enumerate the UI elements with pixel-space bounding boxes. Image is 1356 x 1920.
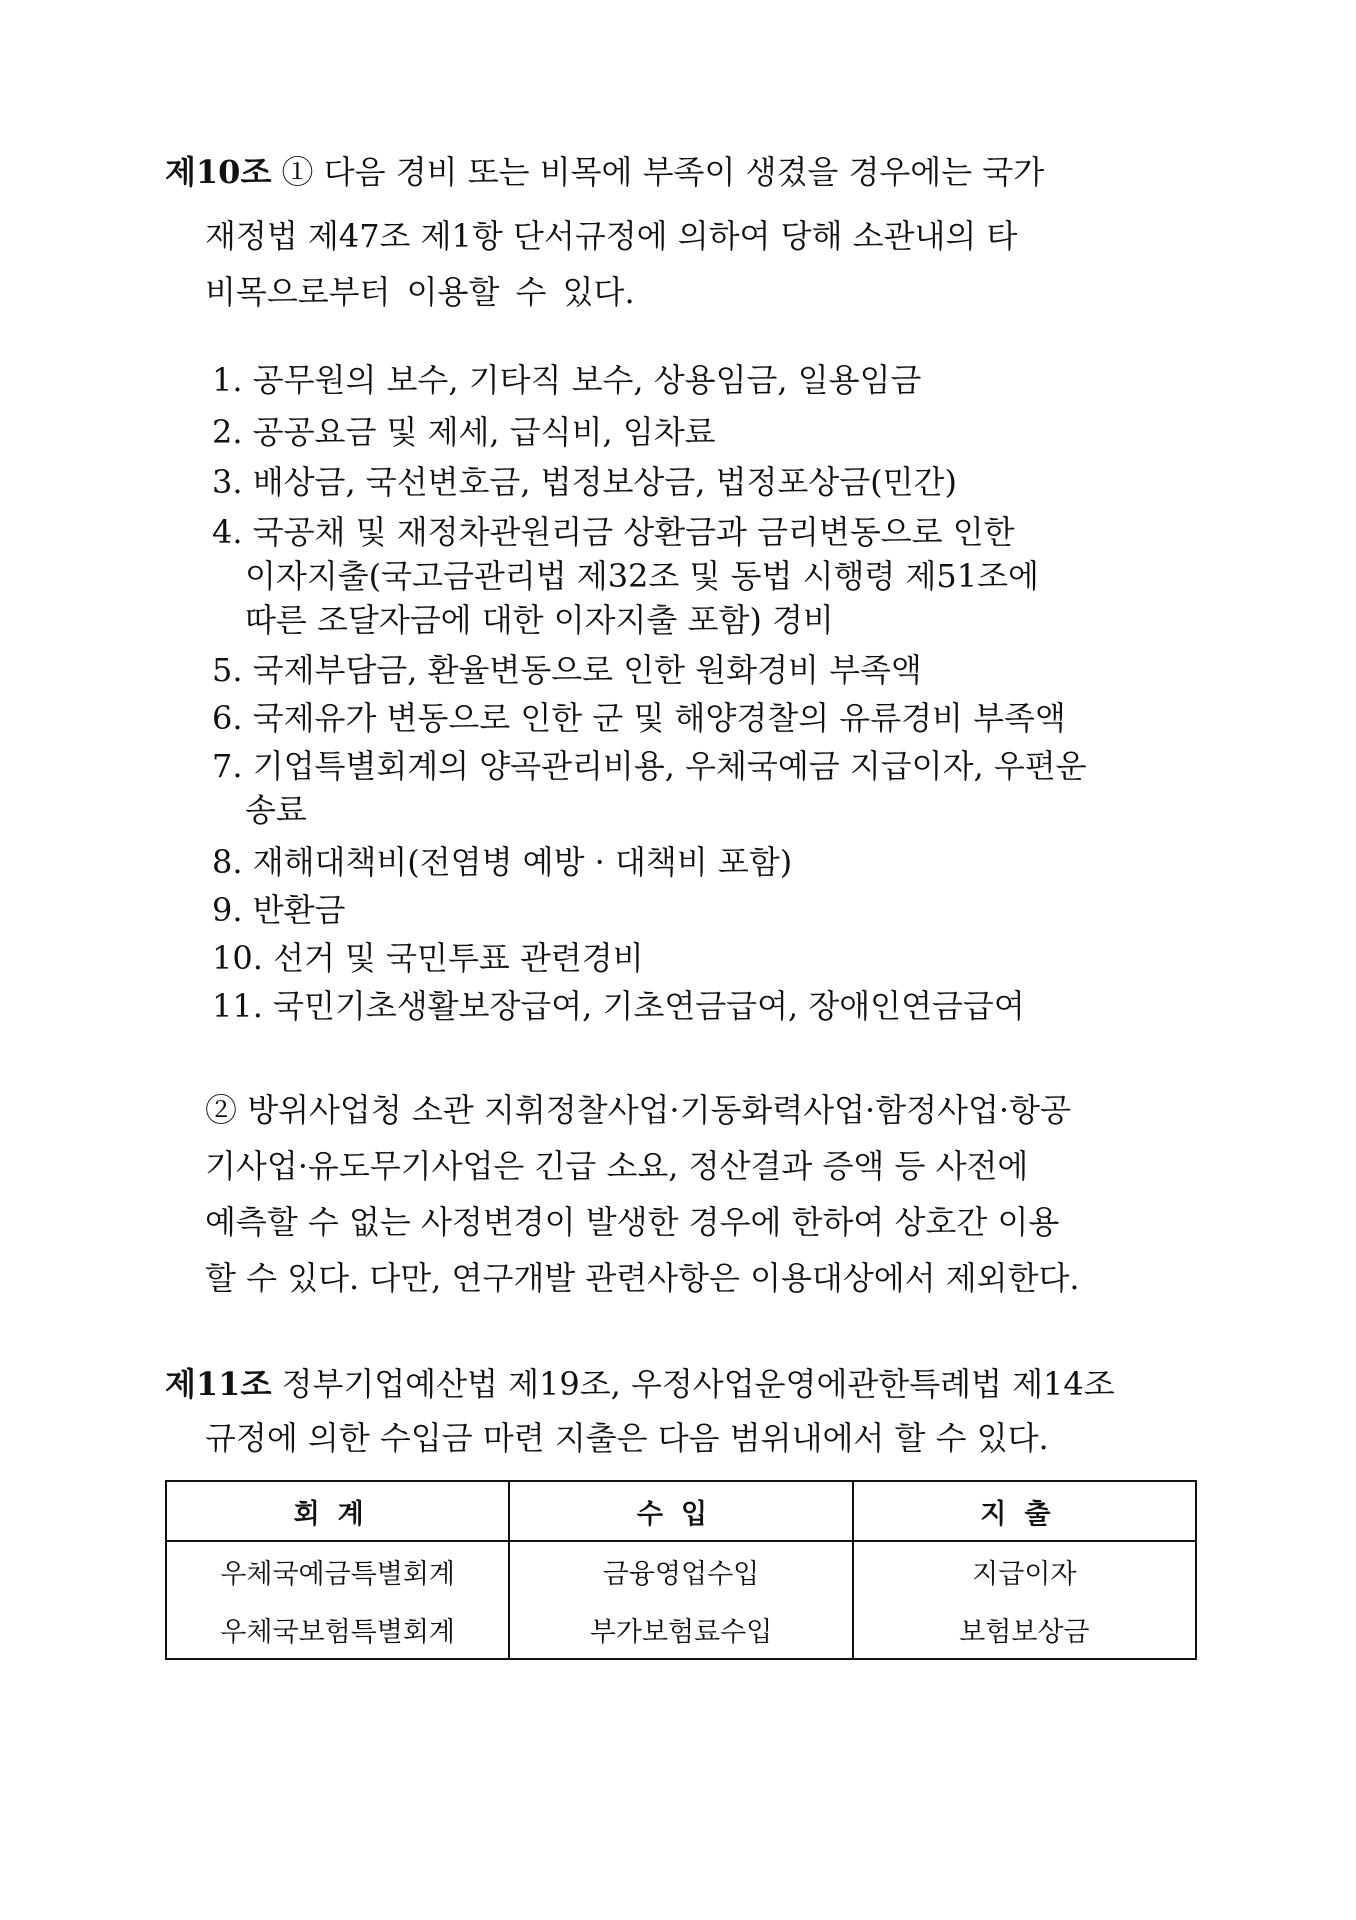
list-item-7 [0,746,1356,786]
word: 범위내에서 [729,1419,885,1457]
article10-para1-line1 [165,152,1197,192]
list-item-continuation: 송료 [245,791,307,829]
article10-heading: 제10조 [165,153,272,191]
article11-line2 [205,1418,1197,1458]
word: 또는 [467,153,530,191]
table-cell: 우체국예금특별회계 [166,1541,509,1600]
word: 연구개발 [451,1259,576,1297]
word: 6. [212,699,243,737]
word: 소관내의 [852,217,977,255]
word: 수 [935,1419,967,1457]
article11-line1 [165,1364,1197,1404]
list-item-4-cont-1 [0,556,1356,596]
word: 소요, [606,1147,679,1185]
list-item-text: 3. 배상금, 국선변호금, 법정보상금, 법정포상금(민간) [212,463,957,501]
word: 비목에 [539,153,633,191]
article10-para2-line4 [0,1258,1356,1298]
list-item-3 [0,462,1356,502]
list-item-text: 1. 공무원의 보수, 기타직 보수, 상용임금, 일용임금 [212,361,922,399]
word: 제47조 [307,217,411,255]
list-item-6 [0,698,1356,738]
word: 부족이 [642,153,736,191]
table-cell: 부가보험료수입 [509,1600,852,1659]
word: 제19조, [508,1365,621,1403]
word: 상환금과 [623,513,747,551]
list-item-text: 8. 재해대책비(전염병 예방 · 대책비 포함) [212,843,793,881]
word: 유류경비 [839,699,963,737]
list-item-text: 10. 선거 및 국민투표 관련경비 [212,939,644,977]
word: 및 [633,699,665,737]
article11-line-2 [0,1418,1356,1458]
word: 재정차관원리금 [396,513,614,551]
list-item-text: 5. 국제부담금, 환율변동으로 인한 원화경비 부족액 [212,651,922,689]
article10-para2-line1 [0,1090,1356,1130]
word: 경비 [395,153,458,191]
article10-para1-line3: 비목으로부터 이용할 수 있다. [205,273,635,311]
word: 인한 [520,699,583,737]
article11-line-1 [0,1364,1356,1404]
justified-line [205,1090,1197,1130]
word: 정산결과 [688,1147,813,1185]
word: 방위사업청 [247,1091,402,1129]
word: 정부기업예산법 [281,1365,498,1403]
word: 사정변경이 [421,1203,576,1241]
word: 등 [894,1147,926,1185]
word: 다음 [323,153,386,191]
word: 이용대상에서 [750,1259,936,1297]
revenue-expenditure-table [165,1480,1197,1660]
table-cell: 금융영업수입 [509,1541,852,1600]
list-item-4 [0,512,1356,552]
list-item-continuation [245,556,1197,596]
word: 할 [894,1419,926,1457]
word: 국가 [982,153,1045,191]
word: 금리변동으로 [757,513,943,551]
word: 이용 [997,1203,1060,1241]
word: 있다. [287,1259,360,1297]
word: 수 [307,1203,339,1241]
table-cell: 지급이자 [853,1541,1196,1600]
word: 생겼을 [745,153,839,191]
word: 및 [689,557,721,595]
word: 지출은 [554,1419,648,1457]
column-header-revenue: 수입 [509,1481,852,1541]
word: 제32조 [576,557,680,595]
word: 국공채 [252,513,346,551]
word: 우편운 [993,747,1087,785]
word: 당해 [780,217,843,255]
word: 있다. [976,1419,1049,1457]
word: 이자지출(국고금관리법 [245,557,567,595]
word: ② [205,1091,238,1129]
word: 4. [212,513,243,551]
list-item-4-cont-2 [0,600,1356,640]
word: 발생한 [585,1203,679,1241]
list-item-7-cont [0,790,1356,830]
word: 관련사항은 [585,1259,740,1297]
word: 변동으로 [386,699,511,737]
article10-line-1 [0,152,1356,192]
list-item-8 [0,842,1356,882]
table-row [166,1541,1196,1600]
article10-line-3 [0,272,1356,312]
list-item-text [212,512,1197,552]
word: 의한 [307,1419,370,1457]
justified-line [205,1258,1197,1298]
article10-line-2 [0,216,1356,256]
word: 단서규정에 [513,217,668,255]
word: 마련 [482,1419,545,1457]
word: 우체국예금 [685,747,840,785]
word: 제외한다. [945,1259,1080,1297]
article10-para2-line2 [0,1146,1356,1186]
justified-line [205,1146,1197,1186]
list-item-continuation: 따른 조달자금에 대한 이자지출 포함) 경비 [245,601,834,639]
word: 한하여 [791,1203,885,1241]
word: 의하여 [677,217,771,255]
word: 규정에 [205,1419,298,1457]
article10-para1-line2 [205,216,1197,256]
word: 시행령 [802,557,896,595]
column-header-expenditure: 지출 [853,1481,1196,1541]
list-item-5 [0,650,1356,690]
word: 소관 [411,1091,474,1129]
list-item-11 [0,986,1356,1026]
word: 양곡관리비용, [479,747,675,785]
word: 예측할 [205,1203,298,1241]
table-cell: 보험보상금 [853,1600,1196,1659]
word: 타 [986,217,1018,255]
word: 없는 [349,1203,411,1241]
word: 및 [355,513,387,551]
column-header-account: 회계 [166,1481,509,1541]
word: 제1항 [420,217,503,255]
list-item-1 [0,360,1356,400]
article10-para2-line3 [0,1202,1356,1242]
word: 다음 [657,1419,720,1457]
list-item-text: 9. 반환금 [212,891,346,929]
word: 우정사업운영에관한특례법 [630,1365,1002,1403]
justified-line [205,1202,1197,1242]
word: 제51조에 [905,557,1039,595]
word: 수 [246,1259,278,1297]
word: 지휘정찰사업·기동화력사업·함정사업·항공 [483,1091,1071,1129]
word: 인한 [952,513,1015,551]
word: 동법 [730,557,793,595]
table-row [166,1600,1196,1659]
word: 7. [212,747,243,785]
word: 군 [592,699,624,737]
word: 다만, [369,1259,442,1297]
list-item-text [212,698,1197,738]
word: 증액 [822,1147,885,1185]
word: ① [281,153,314,191]
word: 제14조 [1012,1365,1115,1403]
table-header-row [166,1481,1196,1541]
word: 해양경찰의 [674,699,830,737]
word: 기업특별회계의 [252,747,470,785]
word: 경우에 [688,1203,782,1241]
word: 재정법 [205,217,298,255]
article11-heading: 제11조 [165,1365,272,1403]
word: 지급이자, [849,747,984,785]
word: 수입금 [379,1419,473,1457]
word: 사전에 [935,1147,1029,1185]
table-cell: 우체국보험특별회계 [166,1600,509,1659]
word: 할 [205,1259,236,1297]
list-item-text: 11. 국민기초생활보장급여, 기초연금급여, 장애인연금급여 [212,987,1025,1025]
word: 부족액 [973,699,1066,737]
word: 경우에는 [848,153,973,191]
list-item-9 [0,890,1356,930]
list-item-text: 2. 공공요금 및 제세, 급식비, 임차료 [212,413,716,451]
list-item-text [212,746,1197,786]
list-item-10 [0,938,1356,978]
word: 기사업·유도무기사업은 [205,1147,525,1185]
word: 국제유가 [252,699,377,737]
word: 상호간 [894,1203,988,1241]
word: 긴급 [534,1147,597,1185]
list-item-2 [0,412,1356,452]
